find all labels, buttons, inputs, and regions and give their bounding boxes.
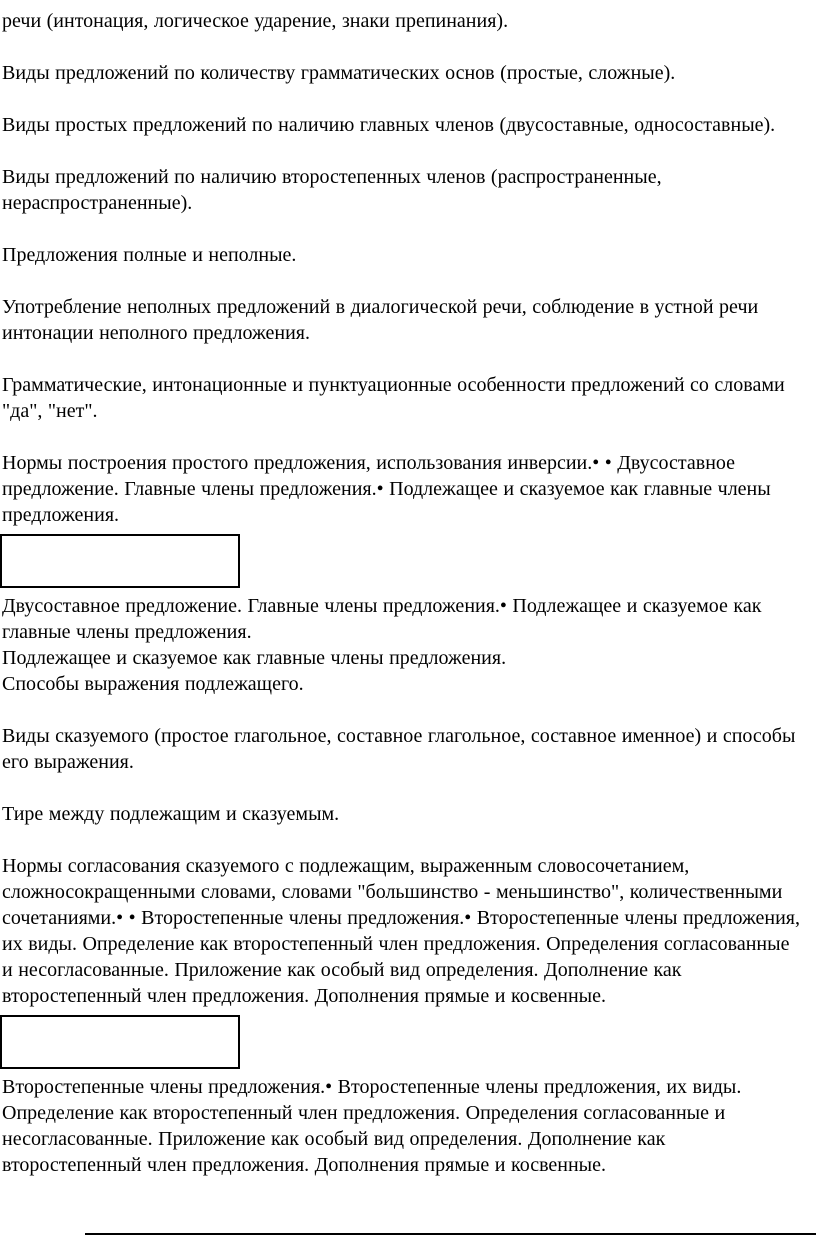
paragraph-speech-intonation: речи (интонация, логическое ударение, знаки препинания). — [2, 10, 509, 32]
empty-text-box-2 — [0, 1015, 240, 1069]
cutoff-table-border — [85, 1233, 816, 1235]
paragraph-agreement-norms: Нормы согласования сказуемого с подлежащим, выраженным словосочетанием, сложносокращенными словами, словами "большинство - меньшинство", количественными сочетаниями.• • Второстепенные члены предложения.• Второстепенные члены предложения, их виды. Определение как второстепенный член предложения. Определения согласованные и несогласованные. Приложение как особый вид определения. Дополнение как второстепенный член предложения. Дополнения прямые и косвенные. — [2, 855, 800, 1007]
paragraph-subject-predicate: Подлежащее и сказуемое как главные члены предложения. — [2, 647, 507, 669]
paragraph-predicate-types: Виды сказуемого (простое глагольное, составное глагольное, составное именное) и способы его выражения. — [2, 725, 796, 773]
paragraph-incomplete-usage: Употребление неполных предложений в диалогической речи, соблюдение в устной речи интонации неполного предложения. — [2, 296, 759, 344]
paragraph-dash-subject-predicate: Тире между подлежащим и сказуемым. — [2, 803, 340, 825]
paragraph-yes-no-features: Грамматические, интонационные и пунктуационные особенности предложений со словами "да", "нет". — [2, 374, 785, 422]
paragraph-two-part-sentence: Двусоставное предложение. Главные члены предложения.• Подлежащее и сказуемое как главные члены предложения. — [2, 595, 762, 643]
paragraph-sentence-types-by-bases: Виды предложений по количеству грамматических основ (простые, сложные). — [2, 62, 676, 84]
paragraph-simple-sentence-types: Виды простых предложений по наличию главных членов (двусоставные, односоставные). — [2, 114, 776, 136]
empty-text-box-1 — [0, 534, 240, 588]
paragraph-simple-sentence-norms: Нормы построения простого предложения, использования инверсии.• • Двусоставное предложение. Главные члены предложения.• Подлежащее и сказуемое как главные члены предложения. — [2, 452, 771, 526]
paragraph-secondary-members: Второстепенные члены предложения.• Второстепенные члены предложения, их виды. Определение как второстепенный член предложения. Определения согласованные и несогласованные. Приложение как особый вид определения. Дополнение как второстепенный член предложения. Дополнения прямые и косвенные. — [2, 1076, 742, 1176]
paragraph-secondary-member-types: Виды предложений по наличию второстепенных членов (распространенные, нераспространенные). — [2, 166, 662, 214]
paragraph-subject-expression: Способы выражения подлежащего. — [2, 673, 304, 695]
paragraph-full-incomplete: Предложения полные и неполные. — [2, 244, 297, 266]
